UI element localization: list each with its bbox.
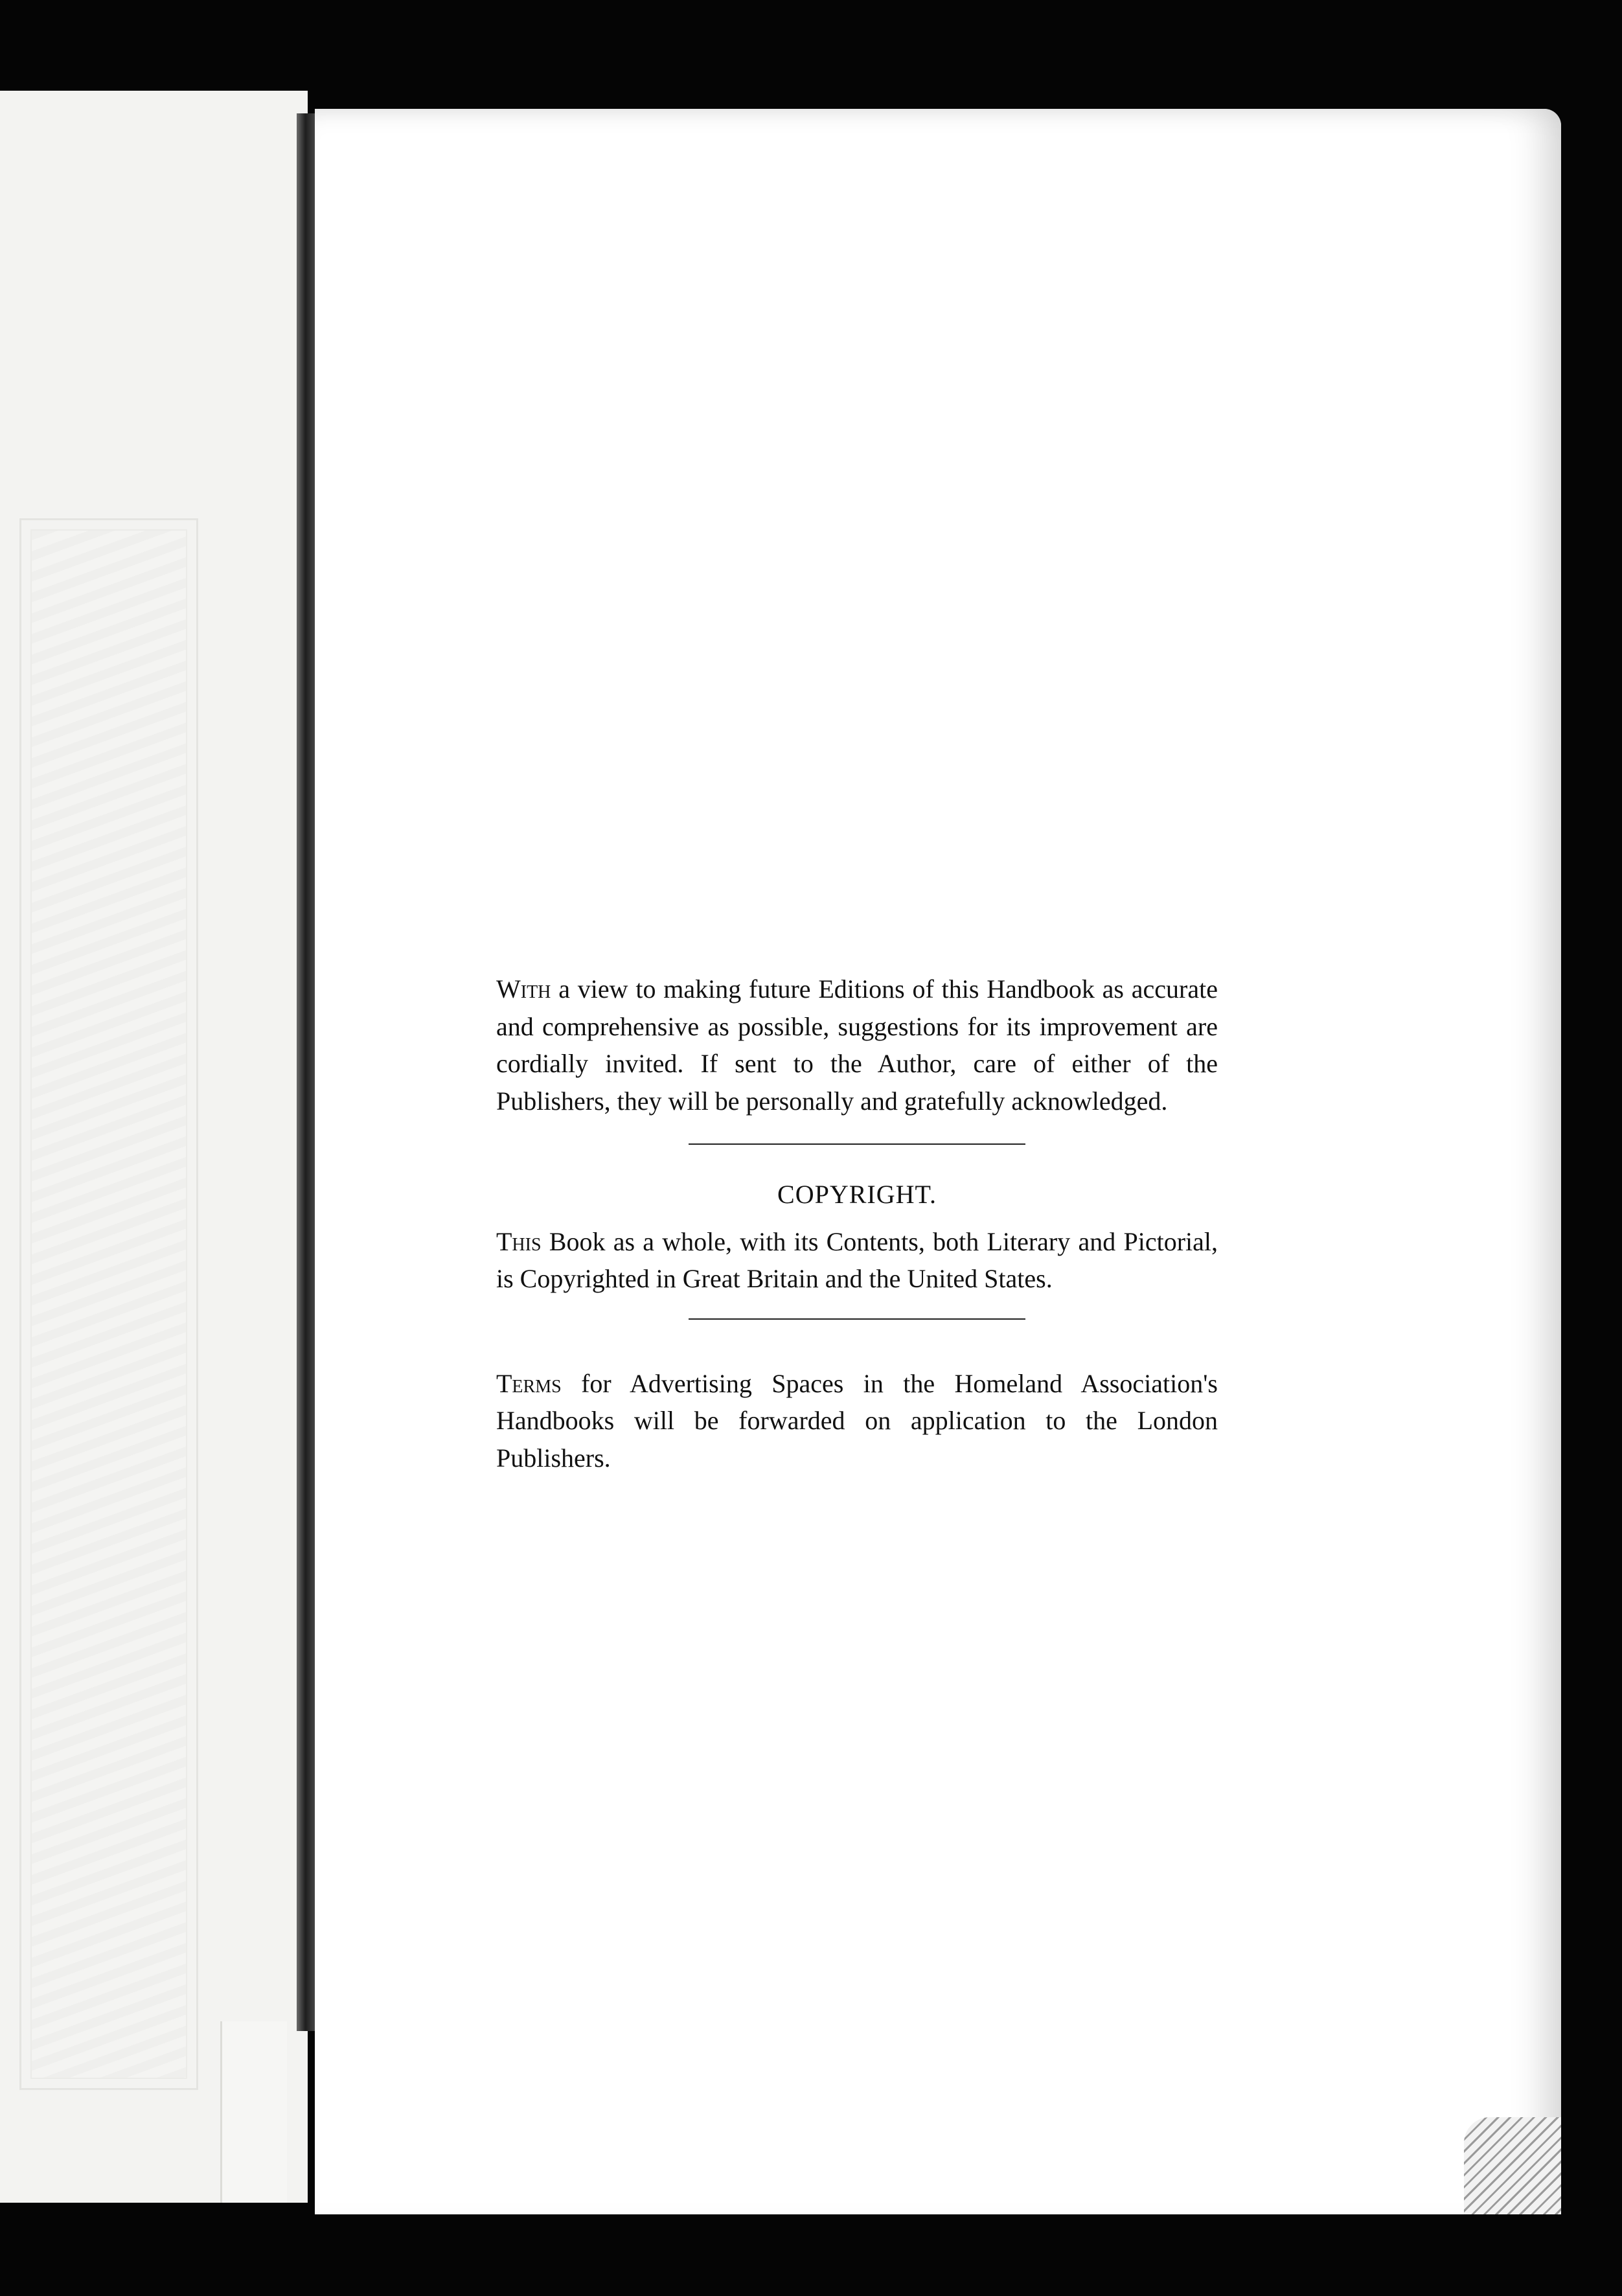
divider-rule	[689, 1143, 1025, 1145]
right-page	[315, 109, 1561, 2214]
left-page	[0, 91, 308, 2203]
copyright-paragraph	[496, 1223, 1218, 1298]
worn-corner	[1464, 2117, 1561, 2214]
divider-rule	[689, 1318, 1025, 1320]
notice-lead: With	[496, 974, 551, 1004]
page-text	[496, 970, 1218, 1476]
page-flap	[220, 2021, 287, 2203]
notice-paragraph	[496, 970, 1218, 1119]
terms-text: for Advertising Spaces in the Homeland Association's Handbooks will be forwarded on application to the London Publishers.	[496, 1368, 1218, 1473]
terms-lead: Terms	[496, 1368, 562, 1398]
terms-paragraph	[496, 1365, 1218, 1477]
book-spine	[297, 113, 316, 2031]
faded-map	[30, 529, 187, 2079]
copyright-text: Book as a whole, with its Contents, both Literary and Pictorial, is Copyrighted in Great Britain and the United States.	[496, 1226, 1218, 1293]
folded-map-frame	[19, 518, 198, 2090]
copyright-lead: This	[496, 1226, 542, 1256]
notice-text: a view to making future Editions of this Handbook as accurate and comprehensive as possible, suggestions for its improvement are cordially invited. If sent to the Author, care of either of the Publishers, they will be personally and gratefully acknowledged.	[496, 974, 1218, 1116]
copyright-heading: COPYRIGHT.	[777, 1180, 937, 1209]
